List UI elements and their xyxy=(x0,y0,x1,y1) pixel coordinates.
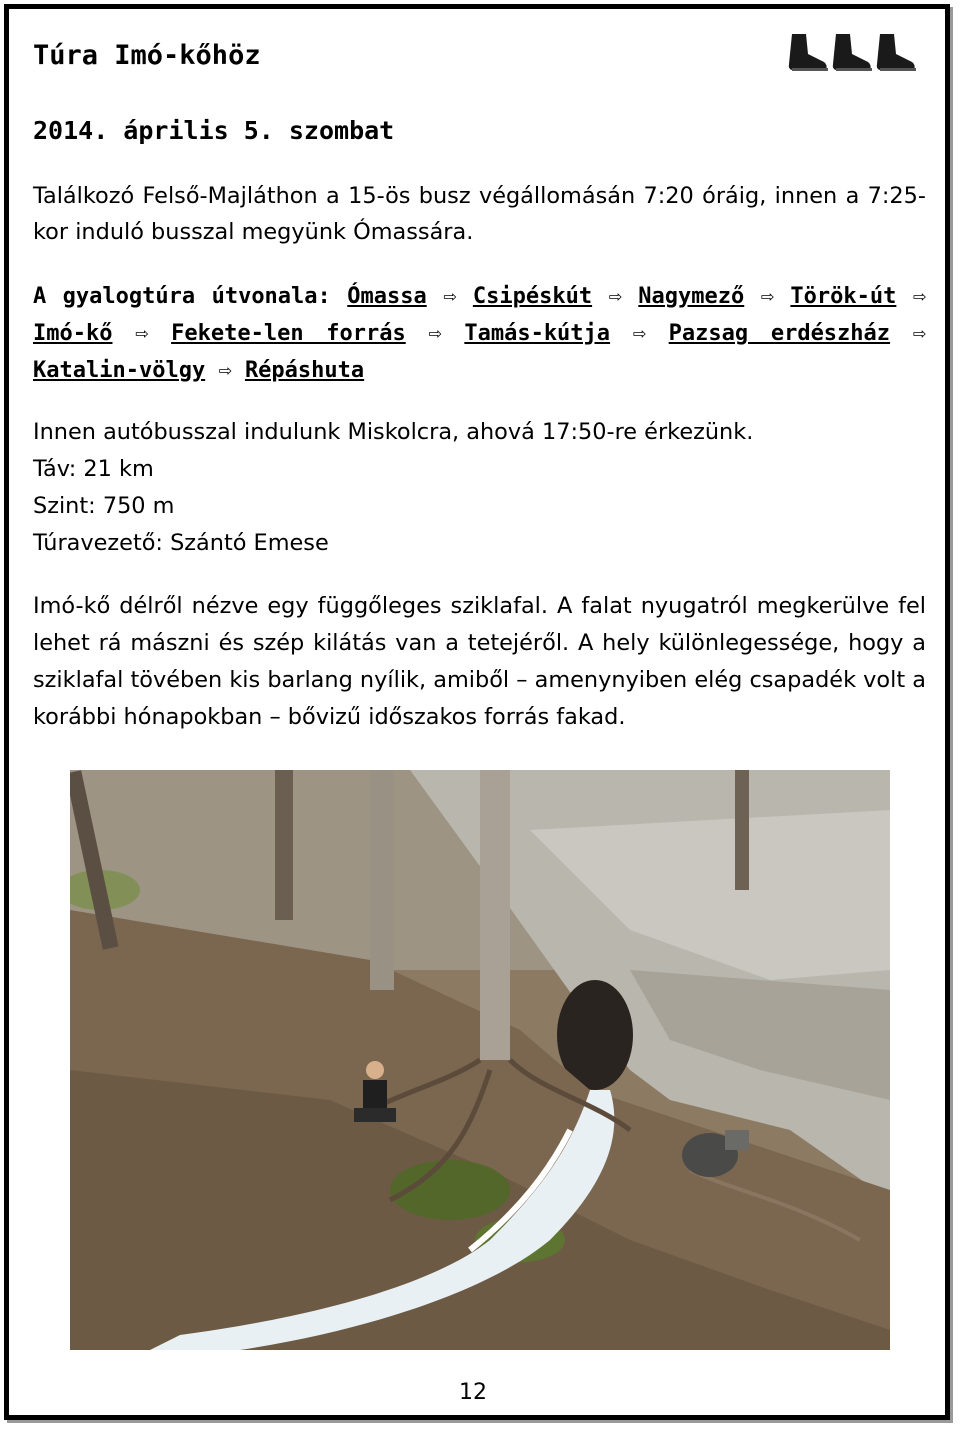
route-stop: Katalin-völgy xyxy=(33,358,206,383)
cave-spring-photo xyxy=(70,770,890,1350)
route-stop: Fekete-len forrás xyxy=(171,321,406,346)
leader-info: Túravezető: Szántó Emese xyxy=(33,530,329,556)
route-arrow-icon: ⇨ xyxy=(443,284,457,309)
route-stop: Nagymező xyxy=(638,284,745,309)
route-label: A gyalogtúra útvonala: xyxy=(33,284,331,309)
route-arrow-icon: ⇨ xyxy=(912,284,927,309)
description-paragraph: Imó-kő délről nézve egy függőleges sziklafal. A falat nyugatról megkerülve fel lehet rá mászni és szép kilátás van a tetejéről. A hely különlegessége, hogy a sziklafal tövében kis barlang nyílik, amiből – amenynyiben elég csapadék volt a korábbi hónapokban – bővizű időszakos forrás fakad. xyxy=(33,593,926,730)
route-stop: Csipéskút xyxy=(472,284,593,309)
tour-info xyxy=(33,414,753,562)
route-arrow-icon: ⇨ xyxy=(428,321,442,346)
route-arrow-icon: ⇨ xyxy=(760,284,774,309)
route-stop: Pazsag erdészház xyxy=(668,321,891,346)
elevation-info: Szint: 750 m xyxy=(33,493,175,519)
route-paragraph xyxy=(33,278,926,389)
route-stop: Tamás-kútja xyxy=(464,321,611,346)
page-number: 12 xyxy=(459,1380,487,1405)
route-arrow-icon: ⇨ xyxy=(608,284,622,309)
route-stop: Ómassa xyxy=(347,284,427,309)
hiking-boots-icon xyxy=(784,30,920,74)
tour-date: 2014. április 5. szombat xyxy=(33,116,395,145)
route-stop: Imó-kő xyxy=(33,321,113,346)
return-info: Innen autóbusszal indulunk Miskolcra, ahová 17:50-re érkezünk. xyxy=(33,419,754,445)
route-arrow-icon: ⇨ xyxy=(218,358,232,383)
route-stop: Török-út xyxy=(790,284,897,309)
distance-info: Táv: 21 km xyxy=(33,456,154,482)
route-arrow-icon: ⇨ xyxy=(135,321,149,346)
page-title: Túra Imó-kőhöz xyxy=(33,40,261,71)
route-arrow-icon: ⇨ xyxy=(912,321,926,346)
meeting-paragraph: Találkozó Felső-Majláthon a 15-ös busz végállomásán 7:20 óráig, innen a 7:25-kor induló busszal megyünk Ómassára. xyxy=(33,183,926,245)
route-arrow-icon: ⇨ xyxy=(632,321,646,346)
route-stop: Répáshuta xyxy=(244,358,365,383)
